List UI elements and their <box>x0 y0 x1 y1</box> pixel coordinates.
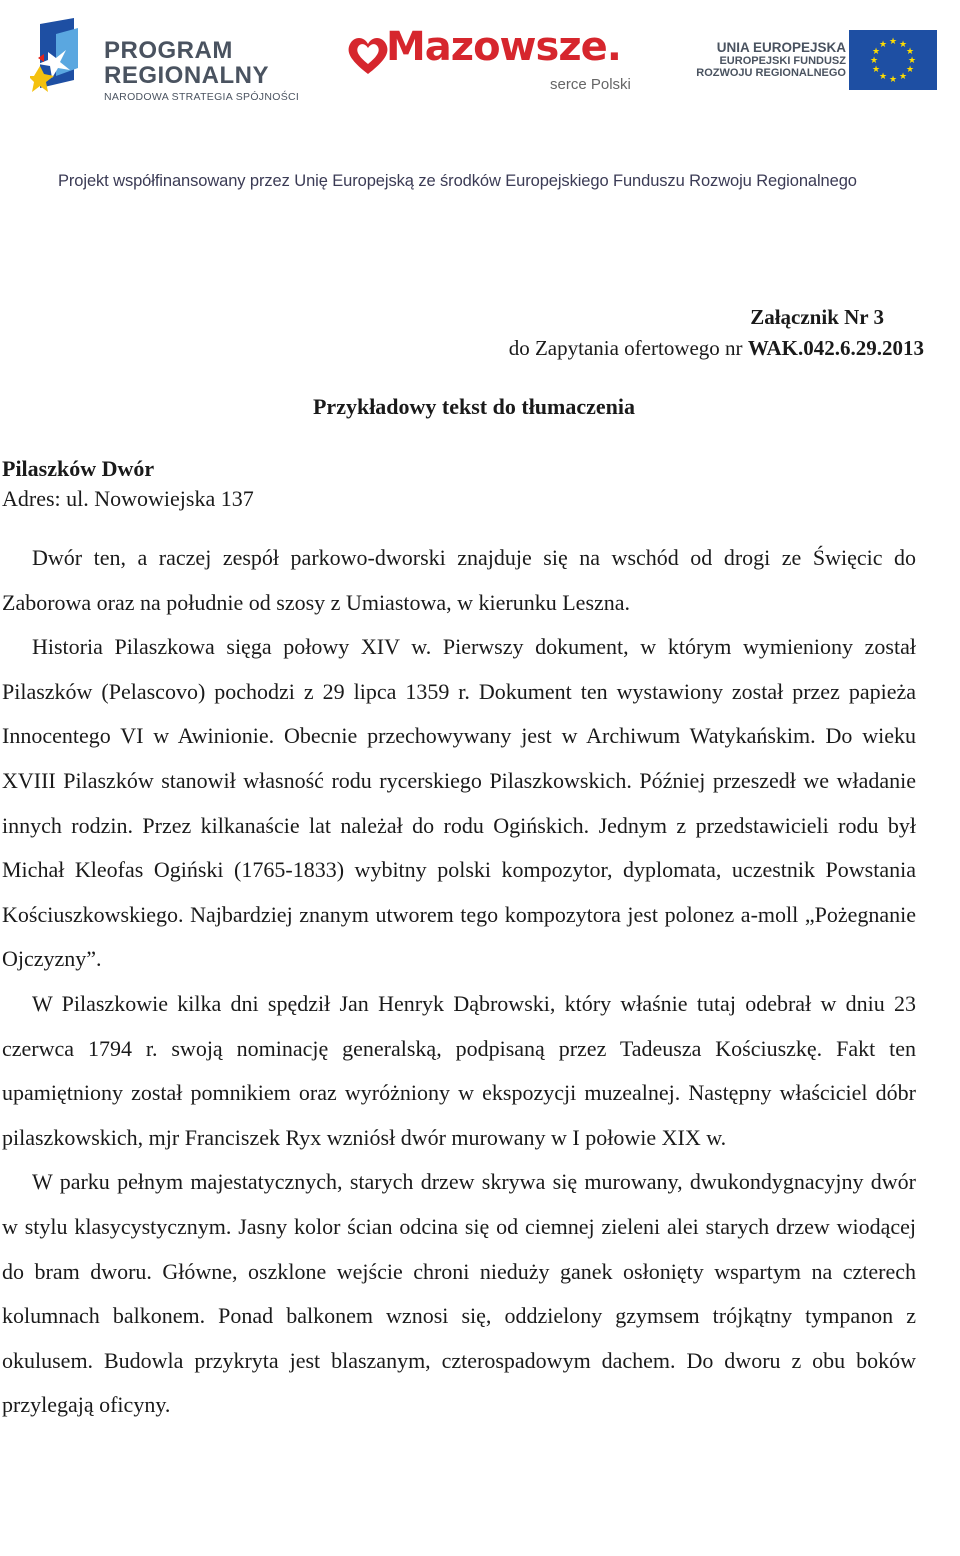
annex-title: Załącznik Nr 3 <box>750 305 884 329</box>
program-regionalny-wordmark <box>104 38 299 103</box>
mazowsze-wordmark: Mazowsze. <box>386 24 621 70</box>
document-body <box>2 536 916 1428</box>
program-line-2: REGIONALNY <box>104 62 270 89</box>
annex-reference-prefix: do Zapytania ofertowego nr <box>508 336 748 360</box>
svg-text:★: ★ <box>869 56 879 66</box>
svg-text:★: ★ <box>905 47 915 57</box>
svg-text:★: ★ <box>878 40 888 50</box>
document-title: Przykładowy tekst do tłumaczenia <box>312 394 636 419</box>
program-regionalny-logo <box>30 18 320 106</box>
paragraph: W Pilaszkowie kilka dni spędził Jan Henryk Dąbrowski, który właśnie tutaj odebrał w dniu 23 czerwca 1794 r. swoją nominację generalską, podpisaną przez Tadeusza Kościuszkę. Fakt ten upamiętniony został pomnikiem oraz wyróżniony w ekspozycji muzealnej. Następny właściciel dóbr pilaszkowskich, mjr Franciszek Ryx wzniósł dwór murowany w I połowie XIX w. <box>2 990 916 1150</box>
paragraph: W parku pełnym majestatycznych, starych drzew skrywa się murowany, dwukondygnacyjny dwór w stylu klasycystycznym. Jasny kolor ścian odcina się od ciemnej zieleni alei starych drzew wiodącej do bram dworu. Główne, oszklone wejście chroni nieduży ganek osłonięty wspartym na czterech kolumnach balkonem. Ponad balkonem wznosi się, oddzielony gzymsem trójkątny tympanon z okulusem. Budowla przykryta jest blaszanym, czterospadowym dachem. Do dworu z obu boków przylegają oficyny. <box>2 1169 916 1418</box>
eu-wordmark <box>686 40 846 79</box>
place-address: Adres: ul. Nowowiejska 137 <box>2 486 254 511</box>
eu-logo <box>686 30 946 96</box>
logo-bar <box>0 0 960 190</box>
annex-reference <box>509 333 924 364</box>
svg-text:★: ★ <box>871 47 881 57</box>
program-regionalny-emblem-icon <box>30 18 100 98</box>
program-line-1: PROGRAM <box>104 37 233 64</box>
place-block <box>2 454 254 514</box>
svg-text:★: ★ <box>907 56 917 66</box>
annex-reference-number: WAK.042.6.29.2013 <box>747 336 924 360</box>
paragraph: Historia Pilaszkowa sięga połowy XIV w. Pierwszy dokument, w którym wymieniony został Pilaszków (Pelascovo) pochodzi z 29 lipca 1359 r. Dokument ten wystawiony został przez papieża Innocentego VI w Awinionie. Obecnie przechowywany jest w Archiwum Watykańskim. Do wieku XVIII Pilaszków stanowił własność rodu rycerskiego Pilaszkowskich. Później przeszedł we władanie innych rodzin. Przez kilkanaście lat należał do rodu Ogińskich. Jednym z przedstawicieli rodu był Michał Kleofas Ogiński (1765-1833) wybitny polski kompozytor, dyplomata, uczestnik Powstania Kościuszkowskiego. Najbardziej znanym utworem tego kompozytora jest polonez a-moll „Pożegnanie Ojczyzny”. <box>2 634 916 972</box>
cofinancing-notice: Projekt współfinansowany przez Unię Europejską ze środków Europejskiego Funduszu Rozwoju Regionalnego <box>58 172 857 190</box>
svg-text:★: ★ <box>888 37 898 47</box>
program-line-3: NARODOWA STRATEGIA SPÓJNOŚCI <box>104 91 300 103</box>
svg-text:★: ★ <box>878 72 888 82</box>
paragraph: Dwór ten, a raczej zespół parkowo-dworski znajduje się na wschód od drogi ze Święcic do Zaborowa oraz na południe od szosy z Umiastowa, w kierunku Leszna. <box>2 545 916 615</box>
eu-line-3: ROZWOJU REGIONALNEGO <box>696 67 846 79</box>
eu-flag-icon <box>849 30 937 90</box>
eu-line-1: UNIA EUROPEJSKA <box>716 40 846 55</box>
svg-text:★: ★ <box>905 65 915 75</box>
svg-text:★: ★ <box>898 40 908 50</box>
svg-text:★: ★ <box>871 65 881 75</box>
svg-text:★: ★ <box>898 72 908 82</box>
place-name: Pilaszków Dwór <box>2 456 155 481</box>
mazowsze-logo <box>346 24 646 100</box>
svg-text:★: ★ <box>888 75 898 85</box>
annex-block <box>509 302 924 364</box>
heart-icon <box>346 34 390 78</box>
mazowsze-tagline: serce Polski <box>550 76 631 93</box>
eu-line-2: EUROPEJSKI FUNDUSZ <box>719 55 846 67</box>
